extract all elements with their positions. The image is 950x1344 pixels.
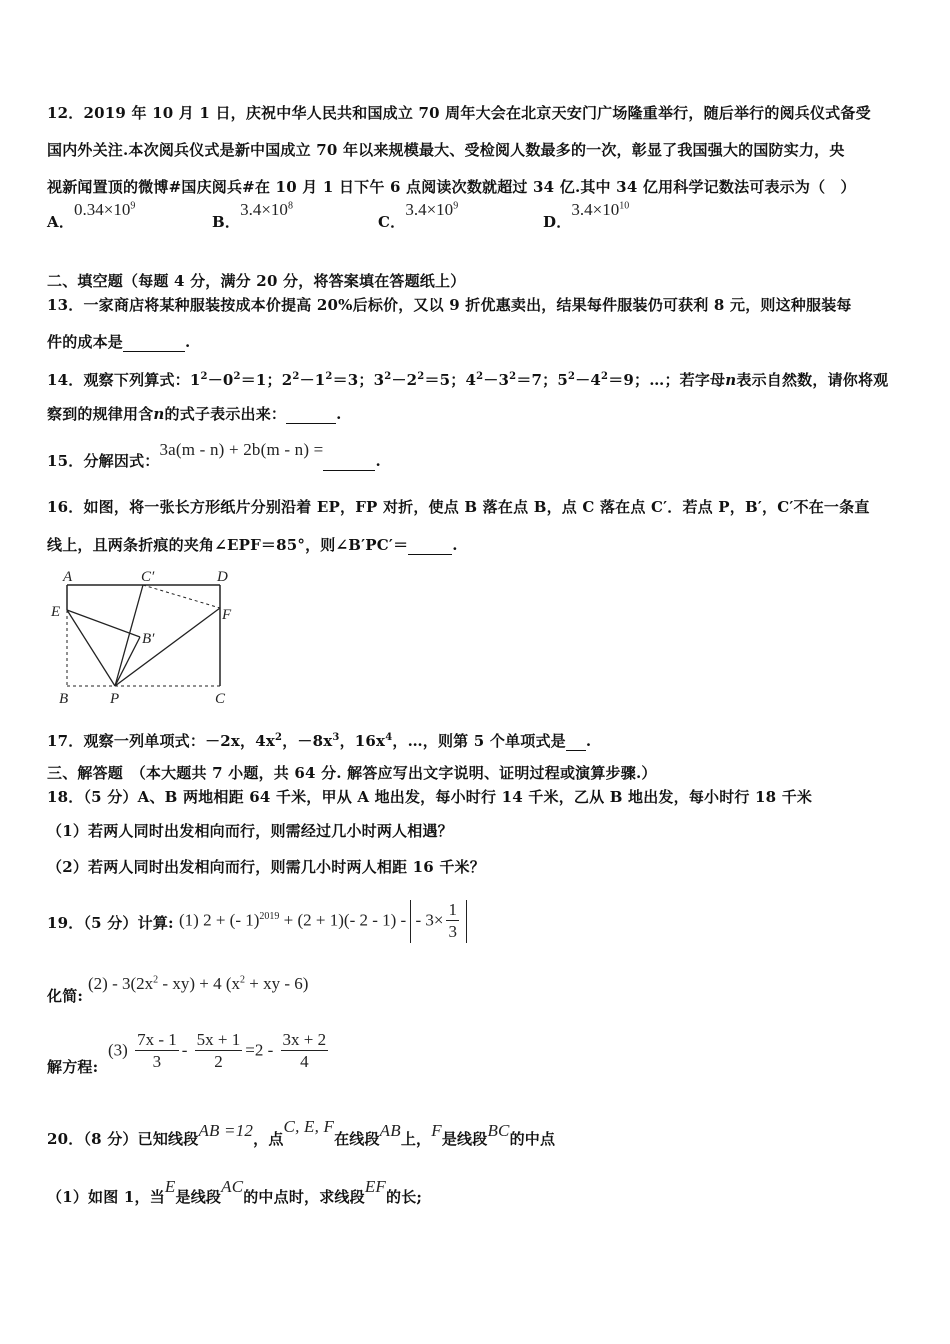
section-2-heading: 二、填空题（每题 4 分，满分 20 分，将答案填在答题纸上） — [47, 272, 466, 290]
label-C: C — [215, 691, 226, 707]
label-A: A — [63, 569, 73, 585]
q14-eq-4: $4^2-3^2=7$； — [465, 371, 558, 389]
label-B-prime: B′ — [142, 631, 155, 647]
q16-answer-blank — [408, 538, 452, 555]
q16-figure-rectangle-fold — [45, 565, 245, 710]
segment-BprimeP — [115, 637, 140, 686]
label-B: B — [59, 691, 69, 707]
q14-eq-3: $3^2-2^2=5$； — [373, 371, 466, 389]
q19-expression-2: $(2) - 3(2x^2 - xy) + 4$ ($x^2$ + xy - 6) — [88, 974, 309, 993]
q12-option-d: D．$3.4\times 10^{10}$ — [543, 200, 630, 231]
fold-EP — [67, 610, 115, 686]
q15-line: 15．分解因式：3a(m - n) + 2b(m - n) =. — [47, 440, 381, 470]
absolute-value: - 3× $\frac{1}{3}$ — [410, 900, 467, 943]
q12-option-c: C．$3.4\times 10^9$ — [378, 200, 459, 231]
q19-label: 19．（5 分）计算: — [47, 914, 174, 932]
q12-line3: 视新闻置顶的微博#国庆阅兵#在 10 月 1 日下午 6 点阅读次数就超过 34 亿.其中 34 亿用科学记数法可表示为（ ） — [47, 178, 856, 196]
q20-stem: 20．（8 分）已知线段AB =12，点C, E, F在线段AB上，F是线段BC的中点 — [47, 1117, 556, 1148]
label-E: E — [51, 604, 61, 620]
q19-equation-3: (3) $\frac{7x - 1}{3}$ - $\frac{5x + 1}{2}$ =2 - $\frac{3x + 2}{4}$ — [108, 1030, 327, 1071]
q14-line2: 察到的规律用含n的式子表示出来： . — [47, 405, 342, 423]
q13-answer-blank — [123, 335, 185, 352]
q13-line2: 件的成本是 . — [47, 333, 191, 351]
q12-option-a: A．$0.34\times 10^9$ — [47, 200, 136, 231]
q12-option-b: B．$3.4\times 10^8$ — [212, 200, 293, 231]
q14-eq-5: $5^2-4^2=9$； — [557, 371, 650, 389]
label-D: D — [217, 569, 228, 585]
q14-line1: 14．观察下列算式：$1^2-0^2=1$；$2^2-1^2=3$；$3^2-2^2=5$；$4^2-3^2=7$；$5^2-4^2=9$；…；若字母n表示自然数，请你将观 — [47, 371, 889, 389]
q17-answer-blank — [566, 734, 586, 751]
segment-CprimeP — [115, 585, 143, 686]
label-C-prime: C′ — [141, 569, 155, 585]
section-3-heading: 三、解答题 （本大题共 7 小题，共 64 分. 解答应写出文字说明、证明过程或演算步骤.） — [47, 764, 657, 782]
label-F: F — [222, 607, 232, 623]
q17-line: 17．观察一列单项式：－2x，$4x^2$，$-8x^3$，$16x^4$，…，则第 5 个单项式是 . — [47, 732, 592, 750]
q14-eq-2: $2^2-1^2=3$； — [281, 371, 374, 389]
q16-line2: 线上，且两条折痕的夹角∠EPF＝85°，则∠B′PC′＝ . — [47, 536, 458, 554]
q12-line1: 12．2019 年 10 月 1 日，庆祝中华人民共和国成立 70 周年大会在北京天安门广场隆重举行，随后举行的阅兵仪式备受 — [47, 104, 871, 122]
q14-eq-1: $1^2-0^2=1$； — [189, 371, 282, 389]
q19-simplify-label: 化简: — [47, 987, 84, 1005]
q19-solve-label: 解方程: — [47, 1058, 99, 1076]
q18-part-2: （2）若两人同时出发相向而行，则需几小时两人相距 16 千米？ — [47, 858, 485, 876]
q12-line2: 国内外关注.本次阅兵仪式是新中国成立 70 年以来规模最大、受检阅人数最多的一次，彰显了我国强大的国防实力，央 — [47, 141, 845, 159]
label-P: P — [110, 691, 120, 707]
q16-line1: 16．如图，将一张长方形纸片分别沿着 EP，FP 对折，使点 B 落在点 B，点 C 落在点 C′．若点 P，B′，C′不在一条直 — [47, 498, 870, 516]
q15-answer-blank — [323, 454, 375, 471]
q13-line1: 13．一家商店将某种服装按成本价提高 20%后标价，又以 9 折优惠卖出，结果每件服装仍可获利 8 元，则这种服装每 — [47, 296, 852, 314]
q20-part-1: （1）如图 1，当E是线段AC的中点时，求线段EF的长; — [47, 1177, 423, 1206]
q18-part-1: （1）若两人同时出发相向而行，则需经过几小时两人相遇？ — [47, 822, 453, 840]
q19-expression-1: (1) 2 + (- 1)$^{2019}$ + (2 + 1)(- 2 - 1) - - 3× $\frac{1}{3}$ — [179, 900, 467, 943]
fold-FP — [115, 608, 220, 686]
q14-answer-blank — [286, 407, 336, 424]
q15-expression: 3a(m - n) + 2b(m - n) = — [159, 440, 324, 459]
q18-stem: 18．（5 分）A、B 两地相距 64 千米，甲从 A 地出发，每小时行 14 千米，乙从 B 地出发，每小时行 18 千米 — [47, 788, 813, 806]
fold-CprimeF-dashed — [143, 585, 220, 608]
